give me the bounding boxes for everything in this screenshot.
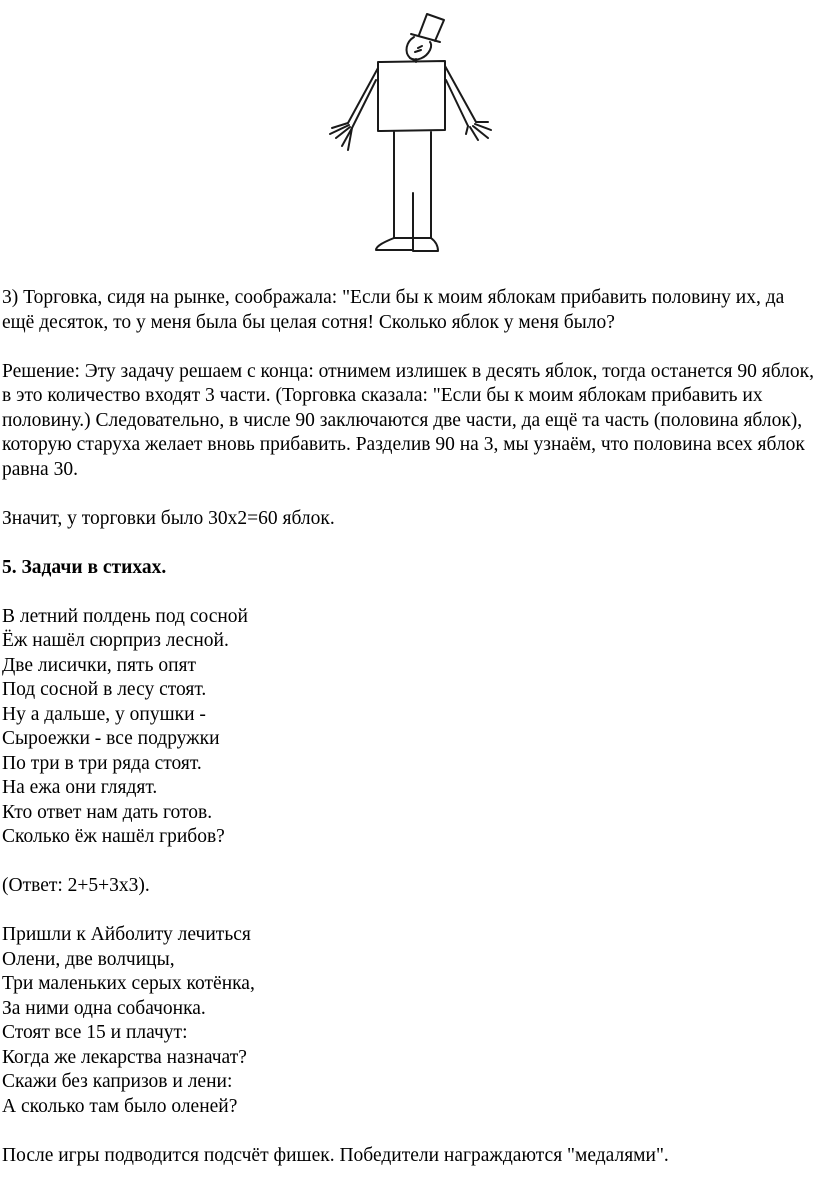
poem1-line: Сколько ёж нашёл грибов?: [2, 826, 225, 847]
task3-question: 3) Торговка, сидя на рынке, соображала: "Если бы к моим яблокам прибавить половину их, да ещё десяток, то у меня была бы целая сотня! Сколько яблок у меня было?: [2, 287, 785, 333]
task3-answer: Значит, у торговки было 30х2=60 яблок.: [2, 507, 335, 529]
closing-paragraph: После игры подводится подсчёт фишек. Победители награждаются "медалями".: [2, 1144, 669, 1166]
poem2-line: А сколько там было оленей?: [2, 1095, 238, 1117]
poem2-line: Когда же лекарства назначат?: [2, 1046, 247, 1068]
poem1-line: Под сосной в лесу стоят.: [2, 679, 207, 700]
figure-drawing: [318, 8, 498, 258]
poem2-line: Олени, две волчицы,: [2, 948, 175, 970]
poem1-line: Две лисички, пять опят: [2, 654, 197, 676]
poem1-line: Кто ответ нам дать готов.: [2, 801, 213, 823]
poem1-line: По три в три ряда стоят.: [2, 752, 202, 774]
poem2-line: Три маленьких серых котёнка,: [2, 973, 255, 994]
right-arm: [445, 66, 476, 122]
task3-solution: Решение: Эту задачу решаем с конца: отнимем излишек в десять яблок, тогда останется 90 яблок, в это количество входят 3 части. (Торговка сказала: "Если бы к моим яблокам прибавить их половину.) Следовательно, в числе 90 заключаются две части, да ещё та часть (половина яблок), которую старуха желает вновь прибавить. Разделив 90 на 3, мы узнаём, что половина всех яблок равна 30.: [2, 360, 814, 480]
section-heading: 5. Задачи в стихах.: [2, 556, 167, 578]
left-foot: [376, 238, 413, 250]
poem1-line: Ёж нашёл сюрприз лесной.: [2, 630, 229, 651]
document-text: [2, 286, 814, 1168]
geometric-man-illustration: [318, 8, 498, 258]
torso-square: [378, 61, 445, 131]
poem-hedgehog: [2, 605, 814, 850]
poem1-answer: (Ответ: 2+5+3х3).: [2, 875, 150, 896]
poem1-line: Сыроежки - все подружки: [2, 728, 220, 749]
poem2-line: Скажи без капризов и лени:: [2, 1071, 233, 1092]
poem2-line: За ними одна собачонка.: [2, 997, 206, 1019]
poem2-line: Стоят все 15 и плачут:: [2, 1022, 188, 1043]
poem1-line: Ну а дальше, у опушки -: [2, 703, 206, 725]
left-arm: [348, 68, 378, 123]
poem-aibolit: [2, 923, 814, 1119]
poem1-line: На ежа они глядят.: [2, 777, 158, 798]
poem1-line: В летний полдень под сосной: [2, 605, 248, 627]
right-foot: [413, 238, 438, 251]
poem2-line: Пришли к Айболиту лечиться: [2, 924, 251, 945]
